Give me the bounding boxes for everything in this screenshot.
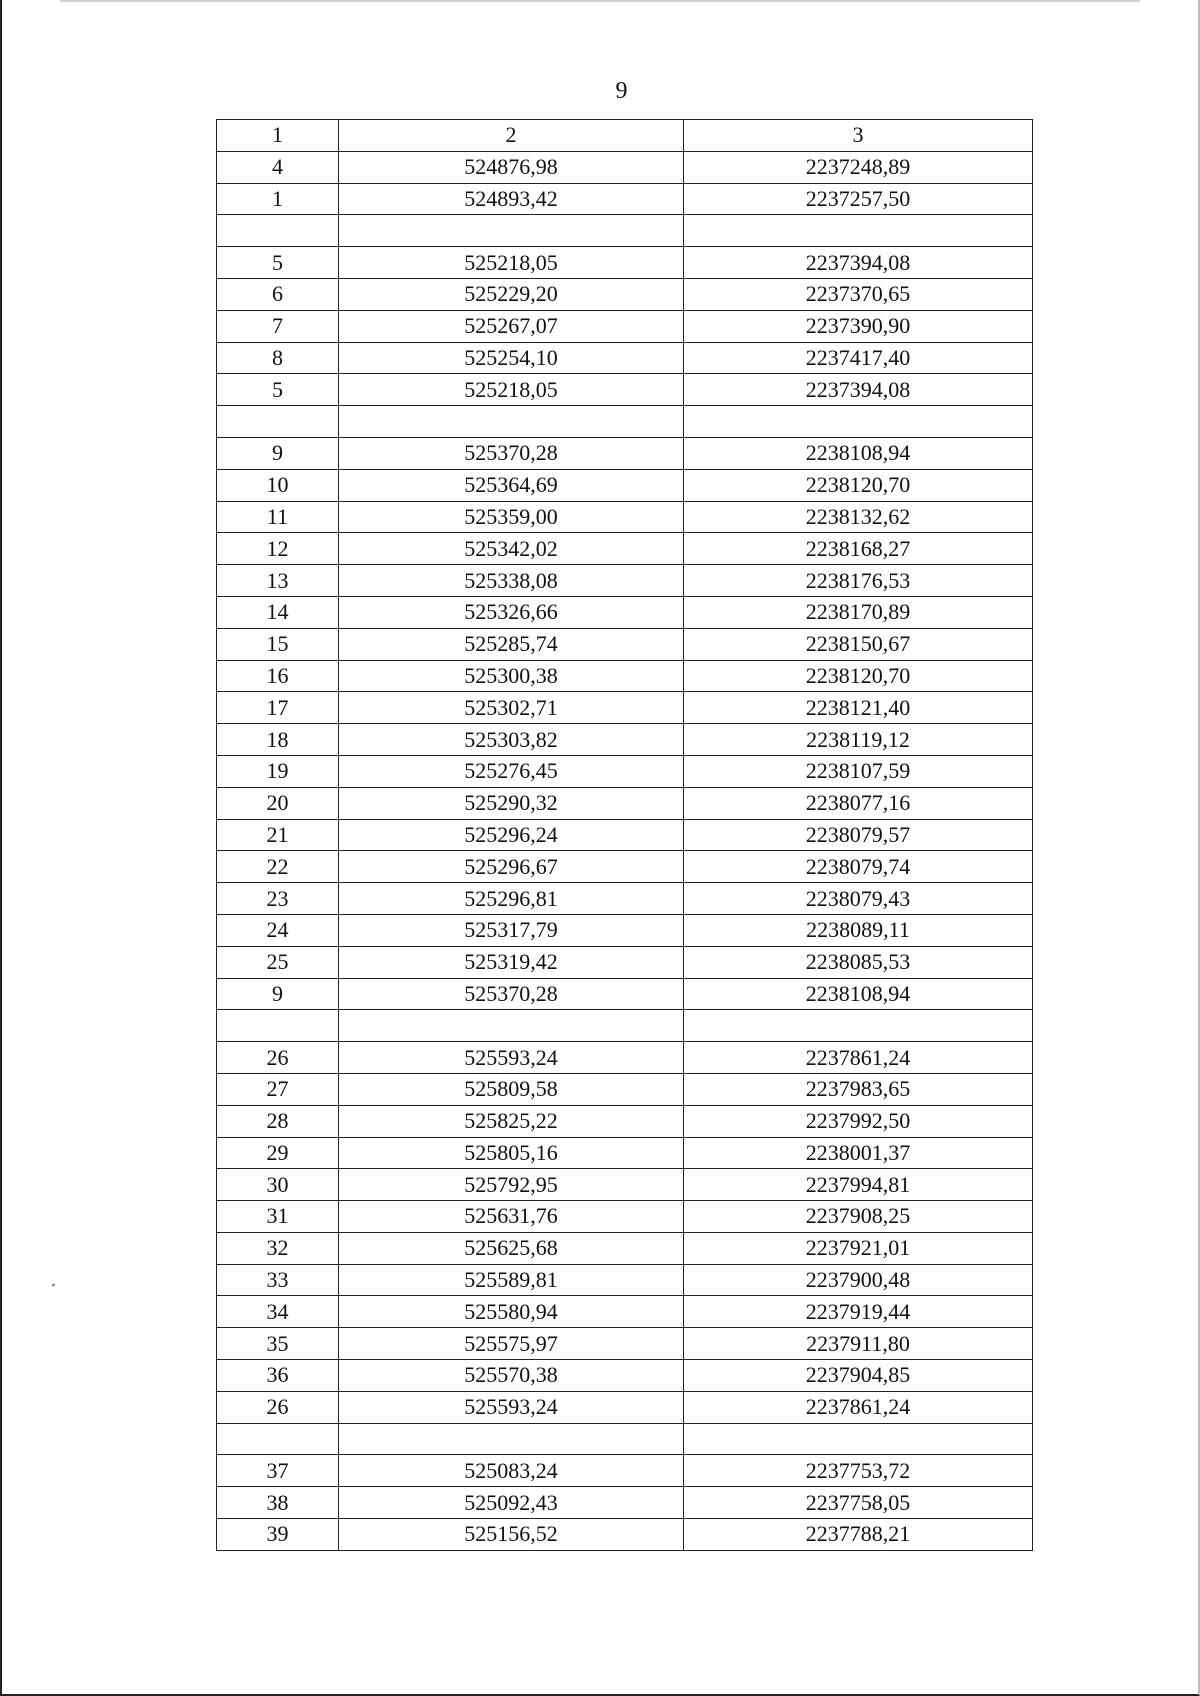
cell-point-number: 29 <box>217 1137 339 1169</box>
cell-x-coordinate: 525593,24 <box>339 1391 684 1423</box>
cell-point-number: 10 <box>217 469 339 501</box>
table-row <box>217 914 1033 946</box>
table-row <box>217 628 1033 660</box>
cell-y-coordinate: 2237983,65 <box>684 1073 1033 1105</box>
cell-y-coordinate: 2238132,62 <box>684 501 1033 533</box>
cell-x-coordinate: 525370,28 <box>339 437 684 469</box>
cell-y-coordinate: 2238170,89 <box>684 596 1033 628</box>
table-row <box>217 1201 1033 1233</box>
cell-y-coordinate <box>684 1423 1033 1455</box>
table-row <box>217 1296 1033 1328</box>
cell-y-coordinate: 2237394,08 <box>684 247 1033 279</box>
table-row <box>217 247 1033 279</box>
cell-y-coordinate: 2237370,65 <box>684 278 1033 310</box>
column-header-point: 1 <box>217 120 339 152</box>
cell-x-coordinate: 525364,69 <box>339 469 684 501</box>
cell-x-coordinate: 525825,22 <box>339 1105 684 1137</box>
cell-y-coordinate: 2237758,05 <box>684 1487 1033 1519</box>
cell-x-coordinate: 525290,32 <box>339 787 684 819</box>
cell-y-coordinate: 2237390,90 <box>684 310 1033 342</box>
table-separator-row <box>217 1010 1033 1042</box>
table-row <box>217 596 1033 628</box>
cell-point-number: 14 <box>217 596 339 628</box>
cell-y-coordinate: 2238119,12 <box>684 724 1033 756</box>
cell-point-number: 37 <box>217 1455 339 1487</box>
table-row <box>217 1519 1033 1551</box>
cell-point-number: 34 <box>217 1296 339 1328</box>
cell-point-number: 1 <box>217 183 339 215</box>
cell-point-number <box>217 1423 339 1455</box>
cell-x-coordinate: 525296,24 <box>339 819 684 851</box>
cell-x-coordinate <box>339 1010 684 1042</box>
cell-point-number: 27 <box>217 1073 339 1105</box>
table-row <box>217 724 1033 756</box>
cell-point-number: 38 <box>217 1487 339 1519</box>
cell-x-coordinate: 525342,02 <box>339 533 684 565</box>
cell-y-coordinate: 2238121,40 <box>684 692 1033 724</box>
cell-point-number: 5 <box>217 247 339 279</box>
table-row <box>217 1487 1033 1519</box>
column-header-y: 3 <box>684 120 1033 152</box>
table-row <box>217 278 1033 310</box>
table-row <box>217 310 1033 342</box>
table-separator-row <box>217 215 1033 247</box>
cell-point-number: 4 <box>217 151 339 183</box>
cell-point-number: 24 <box>217 914 339 946</box>
cell-x-coordinate: 525083,24 <box>339 1455 684 1487</box>
cell-point-number: 17 <box>217 692 339 724</box>
cell-y-coordinate: 2238079,57 <box>684 819 1033 851</box>
cell-x-coordinate: 525218,05 <box>339 374 684 406</box>
table-row <box>217 501 1033 533</box>
cell-y-coordinate: 2237861,24 <box>684 1391 1033 1423</box>
cell-y-coordinate: 2237753,72 <box>684 1455 1033 1487</box>
cell-x-coordinate: 525218,05 <box>339 247 684 279</box>
table-row <box>217 755 1033 787</box>
cell-x-coordinate: 525792,95 <box>339 1169 684 1201</box>
page-number: 9 <box>615 78 628 104</box>
table-row <box>217 819 1033 851</box>
cell-x-coordinate: 525625,68 <box>339 1232 684 1264</box>
cell-y-coordinate: 2237417,40 <box>684 342 1033 374</box>
cell-point-number: 23 <box>217 883 339 915</box>
cell-point-number: 18 <box>217 724 339 756</box>
cell-x-coordinate: 525317,79 <box>339 914 684 946</box>
cell-y-coordinate: 2238176,53 <box>684 565 1033 597</box>
cell-y-coordinate: 2237248,89 <box>684 151 1033 183</box>
cell-y-coordinate: 2238079,43 <box>684 883 1033 915</box>
table-row <box>217 1169 1033 1201</box>
table-row <box>217 1232 1033 1264</box>
cell-point-number: 12 <box>217 533 339 565</box>
cell-y-coordinate: 2238168,27 <box>684 533 1033 565</box>
cell-x-coordinate: 525285,74 <box>339 628 684 660</box>
cell-y-coordinate: 2237394,08 <box>684 374 1033 406</box>
table-row <box>217 151 1033 183</box>
table-row <box>217 883 1033 915</box>
cell-point-number: 35 <box>217 1328 339 1360</box>
cell-point-number: 21 <box>217 819 339 851</box>
coordinates-table-body <box>217 120 1033 1551</box>
cell-x-coordinate: 525809,58 <box>339 1073 684 1105</box>
cell-x-coordinate: 525254,10 <box>339 342 684 374</box>
cell-y-coordinate: 2237921,01 <box>684 1232 1033 1264</box>
cell-x-coordinate: 525631,76 <box>339 1201 684 1233</box>
cell-point-number: 11 <box>217 501 339 533</box>
cell-x-coordinate: 525580,94 <box>339 1296 684 1328</box>
cell-y-coordinate: 2238120,70 <box>684 469 1033 501</box>
table-row <box>217 1360 1033 1392</box>
cell-point-number: 9 <box>217 978 339 1010</box>
cell-point-number: 9 <box>217 437 339 469</box>
cell-y-coordinate: 2237908,25 <box>684 1201 1033 1233</box>
cell-y-coordinate <box>684 1010 1033 1042</box>
cell-point-number: 16 <box>217 660 339 692</box>
cell-point-number: 5 <box>217 374 339 406</box>
cell-point-number: 25 <box>217 946 339 978</box>
cell-x-coordinate: 525276,45 <box>339 755 684 787</box>
table-row <box>217 565 1033 597</box>
table-row <box>217 342 1033 374</box>
cell-x-coordinate: 525302,71 <box>339 692 684 724</box>
cell-y-coordinate: 2238107,59 <box>684 755 1033 787</box>
cell-point-number: 39 <box>217 1519 339 1551</box>
table-row <box>217 374 1033 406</box>
cell-point-number: 33 <box>217 1264 339 1296</box>
cell-x-coordinate: 524876,98 <box>339 151 684 183</box>
table-row <box>217 978 1033 1010</box>
cell-x-coordinate: 525092,43 <box>339 1487 684 1519</box>
cell-point-number: 32 <box>217 1232 339 1264</box>
table-header-row <box>217 120 1033 152</box>
table-row <box>217 533 1033 565</box>
cell-y-coordinate: 2237919,44 <box>684 1296 1033 1328</box>
cell-point-number: 19 <box>217 755 339 787</box>
table-separator-row <box>217 406 1033 438</box>
cell-y-coordinate <box>684 215 1033 247</box>
cell-x-coordinate: 525326,66 <box>339 596 684 628</box>
column-header-x: 2 <box>339 120 684 152</box>
cell-y-coordinate <box>684 406 1033 438</box>
cell-point-number: 26 <box>217 1042 339 1074</box>
table-row <box>217 1455 1033 1487</box>
table-row <box>217 851 1033 883</box>
table-row <box>217 946 1033 978</box>
table-row <box>217 1042 1033 1074</box>
cell-x-coordinate: 525303,82 <box>339 724 684 756</box>
cell-x-coordinate <box>339 215 684 247</box>
table-row <box>217 1105 1033 1137</box>
cell-y-coordinate: 2238108,94 <box>684 437 1033 469</box>
cell-x-coordinate: 525300,38 <box>339 660 684 692</box>
table-row <box>217 787 1033 819</box>
cell-y-coordinate: 2238077,16 <box>684 787 1033 819</box>
cell-x-coordinate: 525156,52 <box>339 1519 684 1551</box>
cell-y-coordinate: 2237788,21 <box>684 1519 1033 1551</box>
cell-x-coordinate: 525570,38 <box>339 1360 684 1392</box>
cell-point-number <box>217 1010 339 1042</box>
cell-x-coordinate: 524893,42 <box>339 183 684 215</box>
cell-y-coordinate: 2237257,50 <box>684 183 1033 215</box>
cell-point-number <box>217 406 339 438</box>
cell-point-number: 28 <box>217 1105 339 1137</box>
cell-y-coordinate: 2238120,70 <box>684 660 1033 692</box>
cell-x-coordinate: 525359,00 <box>339 501 684 533</box>
cell-x-coordinate: 525575,97 <box>339 1328 684 1360</box>
cell-point-number: 13 <box>217 565 339 597</box>
cell-y-coordinate: 2238108,94 <box>684 978 1033 1010</box>
cell-point-number: 26 <box>217 1391 339 1423</box>
cell-x-coordinate: 525589,81 <box>339 1264 684 1296</box>
table-row <box>217 1137 1033 1169</box>
cell-point-number: 31 <box>217 1201 339 1233</box>
cell-x-coordinate <box>339 406 684 438</box>
cell-y-coordinate: 2238089,11 <box>684 914 1033 946</box>
cell-y-coordinate: 2238001,37 <box>684 1137 1033 1169</box>
cell-point-number: 7 <box>217 310 339 342</box>
table-row <box>217 183 1033 215</box>
cell-point-number: 36 <box>217 1360 339 1392</box>
cell-y-coordinate: 2237861,24 <box>684 1042 1033 1074</box>
table-separator-row <box>217 1423 1033 1455</box>
cell-y-coordinate: 2238150,67 <box>684 628 1033 660</box>
cell-x-coordinate: 525229,20 <box>339 278 684 310</box>
coordinates-table <box>216 119 1033 1551</box>
cell-x-coordinate: 525805,16 <box>339 1137 684 1169</box>
cell-y-coordinate: 2238079,74 <box>684 851 1033 883</box>
cell-y-coordinate: 2237992,50 <box>684 1105 1033 1137</box>
table-row <box>217 437 1033 469</box>
scan-top-edge <box>60 0 1140 2</box>
cell-point-number: 6 <box>217 278 339 310</box>
cell-x-coordinate: 525338,08 <box>339 565 684 597</box>
table-row <box>217 469 1033 501</box>
cell-point-number <box>217 215 339 247</box>
cell-x-coordinate: 525267,07 <box>339 310 684 342</box>
cell-y-coordinate: 2237911,80 <box>684 1328 1033 1360</box>
cell-x-coordinate: 525370,28 <box>339 978 684 1010</box>
cell-point-number: 30 <box>217 1169 339 1201</box>
cell-x-coordinate: 525296,67 <box>339 851 684 883</box>
cell-x-coordinate: 525593,24 <box>339 1042 684 1074</box>
table-row <box>217 692 1033 724</box>
cell-y-coordinate: 2237900,48 <box>684 1264 1033 1296</box>
cell-y-coordinate: 2237904,85 <box>684 1360 1033 1392</box>
cell-point-number: 8 <box>217 342 339 374</box>
cell-point-number: 15 <box>217 628 339 660</box>
cell-y-coordinate: 2238085,53 <box>684 946 1033 978</box>
table-row <box>217 1073 1033 1105</box>
cell-point-number: 22 <box>217 851 339 883</box>
cell-point-number: 20 <box>217 787 339 819</box>
cell-x-coordinate: 525319,42 <box>339 946 684 978</box>
cell-x-coordinate: 525296,81 <box>339 883 684 915</box>
table-row <box>217 660 1033 692</box>
table-row <box>217 1328 1033 1360</box>
scan-speck <box>52 1283 56 1286</box>
table-row <box>217 1264 1033 1296</box>
cell-x-coordinate <box>339 1423 684 1455</box>
table-row <box>217 1391 1033 1423</box>
cell-y-coordinate: 2237994,81 <box>684 1169 1033 1201</box>
